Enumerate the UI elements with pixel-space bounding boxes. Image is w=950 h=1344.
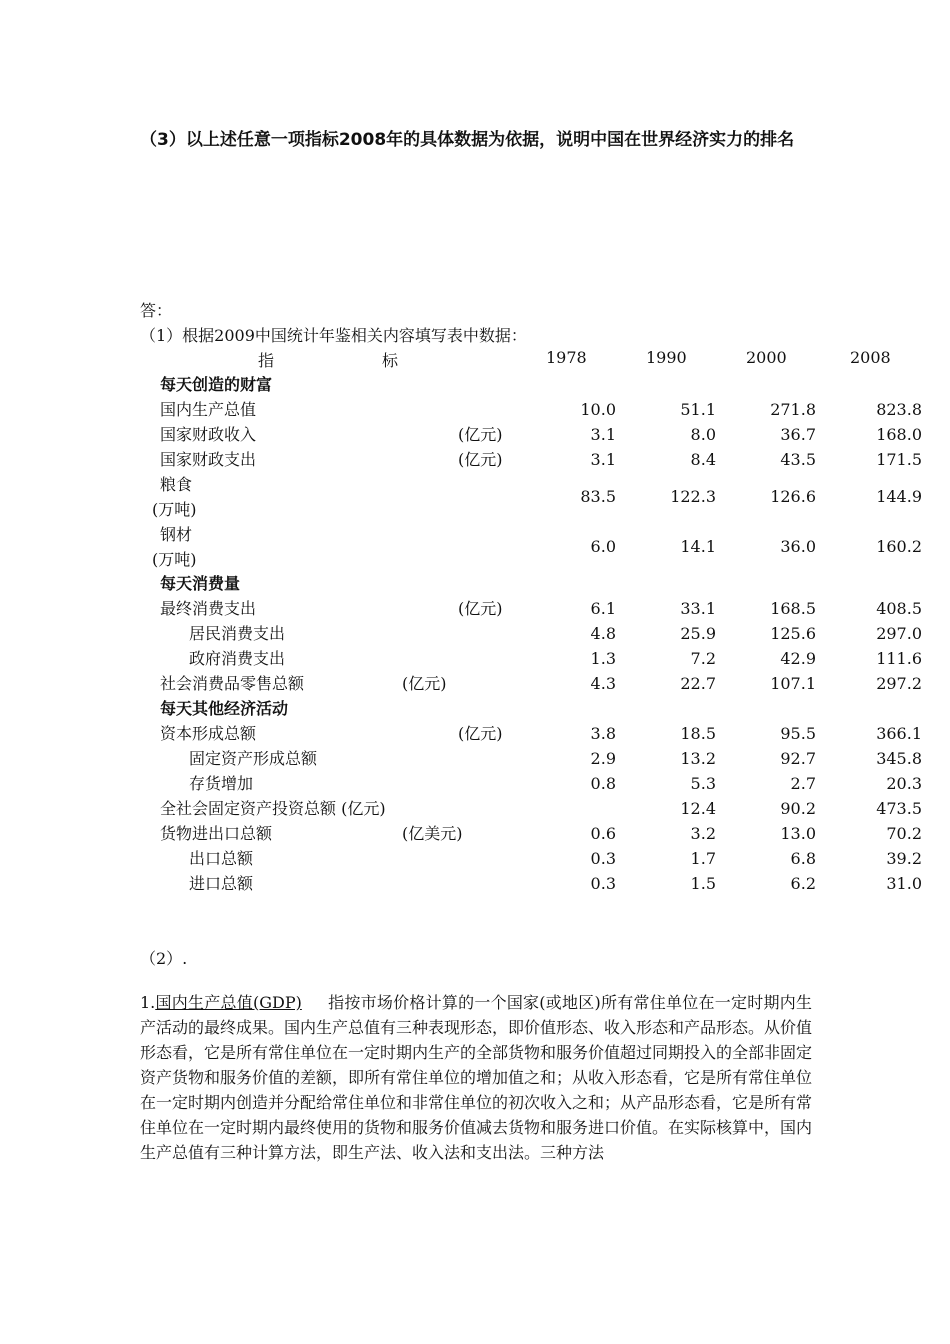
cell-1990: 1.5	[690, 874, 716, 893]
row-unit: (亿元)	[402, 674, 447, 693]
cell-1990: 25.9	[680, 624, 716, 643]
section-title: 每天其他经济活动	[160, 699, 289, 718]
cell-1990: 5.3	[690, 774, 716, 793]
gdp-definition	[140, 990, 812, 1165]
cell-2000: 126.6	[770, 487, 816, 506]
row-unit: (亿元)	[458, 724, 503, 743]
row-unit: (亿元)	[458, 450, 503, 469]
row-unit: (万吨)	[152, 550, 197, 569]
cell-1990: 18.5	[680, 724, 716, 743]
table-row	[0, 621, 950, 646]
part-2-label: （2）.	[140, 949, 188, 968]
row-label: 出口总额	[189, 849, 254, 868]
cell-2008: 20.3	[886, 774, 922, 793]
row-unit: (亿元)	[458, 599, 503, 618]
row-label: 国家财政收入	[160, 425, 257, 444]
cell-2008: 168.0	[876, 425, 922, 444]
row-label: 货物进出口总额	[160, 824, 273, 843]
cell-2000: 6.2	[790, 874, 816, 893]
table-row	[0, 397, 950, 422]
cell-1990: 1.7	[690, 849, 716, 868]
header-year-1990: 1990	[646, 348, 687, 367]
header-col-a: 指	[258, 351, 275, 370]
table-row	[0, 534, 950, 559]
cell-2008: 39.2	[886, 849, 922, 868]
gdp-number: 1.	[140, 993, 156, 1012]
cell-2000: 90.2	[780, 799, 816, 818]
cell-2008: 408.5	[876, 599, 922, 618]
table-row	[0, 821, 950, 846]
cell-1978: 6.0	[590, 537, 616, 556]
cell-1978: 1.3	[590, 649, 616, 668]
cell-2008: 144.9	[876, 487, 922, 506]
cell-1990: 8.0	[690, 425, 716, 444]
cell-2000: 36.7	[780, 425, 816, 444]
row-unit: (亿美元)	[402, 824, 463, 843]
cell-2008: 31.0	[886, 874, 922, 893]
row-label: 粮食	[160, 475, 193, 494]
row-label: 居民消费支出	[189, 624, 286, 643]
row-label: 固定资产形成总额	[189, 749, 318, 768]
table-row	[0, 796, 950, 821]
cell-2008: 297.0	[876, 624, 922, 643]
cell-1978: 0.3	[590, 849, 616, 868]
section-title: 每天消费量	[160, 574, 241, 593]
section-row	[0, 372, 950, 397]
cell-1990: 12.4	[680, 799, 716, 818]
cell-1978: 3.8	[590, 724, 616, 743]
cell-2008: 111.6	[876, 649, 922, 668]
cell-2000: 125.6	[770, 624, 816, 643]
cell-1978: 0.8	[590, 774, 616, 793]
row-label: 最终消费支出	[160, 599, 257, 618]
cell-1978: 4.3	[590, 674, 616, 693]
answer-label: 答：	[140, 301, 173, 320]
section-row	[0, 571, 950, 596]
table-row	[0, 447, 950, 472]
row-label: 国家财政支出	[160, 450, 257, 469]
table-row	[0, 671, 950, 696]
table-row	[0, 871, 950, 896]
cell-1990: 3.2	[690, 824, 716, 843]
row-label: 国内生产总值	[160, 400, 257, 419]
cell-2000: 92.7	[780, 749, 816, 768]
gdp-text: 指按市场价格计算的一个国家(或地区)所有常住单位在一定时期内生产活动的最终成果。国内生产总值有三种表现形态，即价值形态、收入形态和产品形态。从价值形态看，它是所有常住单位在一定时期内生产的全部货物和服务价值超过同期投入的全部非固定资产货物和服务价值的差额，即所有常住单位的增加值之和；从收入形态看，它是所有常住单位在一定时期内创造并分配给常住单位和非常住单位的初次收入之和；从产品形态看，它是所有常住单位在一定时期内最终使用的货物和服务价值减去货物和服务进口价值。在实际核算中，国内生产总值有三种计算方法，即生产法、收入法和支出法。三种方法	[140, 993, 813, 1162]
cell-2000: 36.0	[780, 537, 816, 556]
row-unit: (亿元)	[458, 425, 503, 444]
cell-1990: 51.1	[680, 400, 716, 419]
table-row	[0, 646, 950, 671]
row-label: 进口总额	[189, 874, 254, 893]
row-label: 社会消费品零售总额	[160, 674, 305, 693]
cell-2008: 70.2	[886, 824, 922, 843]
row-label: 钢材	[160, 525, 193, 544]
cell-2000: 2.7	[790, 774, 816, 793]
cell-2000: 13.0	[780, 824, 816, 843]
cell-1978: 6.1	[590, 599, 616, 618]
cell-2008: 345.8	[876, 749, 922, 768]
row-label: 存货增加	[189, 774, 254, 793]
gdp-term: 国内生产总值(GDP)	[155, 993, 302, 1012]
cell-2008: 823.8	[876, 400, 922, 419]
cell-1978: 10.0	[580, 400, 616, 419]
cell-1990: 33.1	[680, 599, 716, 618]
table-row	[0, 422, 950, 447]
table-intro: （1）根据2009中国统计年鉴相关内容填写表中数据：	[140, 326, 527, 345]
table-row	[0, 721, 950, 746]
row-label: 资本形成总额	[160, 724, 257, 743]
table-row	[0, 596, 950, 621]
header-year-2000: 2000	[746, 348, 787, 367]
cell-2008: 366.1	[876, 724, 922, 743]
cell-1978: 83.5	[580, 487, 616, 506]
cell-2000: 168.5	[770, 599, 816, 618]
table-row	[0, 771, 950, 796]
cell-1978: 4.8	[590, 624, 616, 643]
cell-2008: 297.2	[876, 674, 922, 693]
cell-1978: 2.9	[590, 749, 616, 768]
table-row	[0, 746, 950, 771]
header-col-b: 标	[382, 351, 399, 370]
cell-1978: 3.1	[590, 425, 616, 444]
cell-1990: 14.1	[680, 537, 716, 556]
cell-1978: 3.1	[590, 450, 616, 469]
row-label: 政府消费支出	[189, 649, 286, 668]
header-year-2008: 2008	[850, 348, 891, 367]
cell-2000: 6.8	[790, 849, 816, 868]
table-row	[0, 484, 950, 509]
cell-2008: 160.2	[876, 537, 922, 556]
cell-1978: 0.3	[590, 874, 616, 893]
question-3: （3）以上述任意一项指标2008年的具体数据为依据，说明中国在世界经济实力的排名	[140, 130, 795, 150]
cell-2000: 42.9	[780, 649, 816, 668]
section-title: 每天创造的财富	[160, 375, 273, 394]
cell-1990: 7.2	[690, 649, 716, 668]
cell-2000: 95.5	[780, 724, 816, 743]
cell-1990: 22.7	[680, 674, 716, 693]
row-unit: (万吨)	[152, 500, 197, 519]
cell-1990: 13.2	[680, 749, 716, 768]
section-row	[0, 696, 950, 721]
cell-2008: 171.5	[876, 450, 922, 469]
row-label: 全社会固定资产投资总额 (亿元)	[160, 799, 386, 818]
table-row	[0, 846, 950, 871]
header-year-1978: 1978	[546, 348, 587, 367]
cell-2000: 271.8	[770, 400, 816, 419]
cell-2000: 43.5	[780, 450, 816, 469]
cell-1990: 122.3	[670, 487, 716, 506]
cell-1990: 8.4	[690, 450, 716, 469]
cell-2008: 473.5	[876, 799, 922, 818]
cell-2000: 107.1	[770, 674, 816, 693]
cell-1978: 0.6	[590, 824, 616, 843]
